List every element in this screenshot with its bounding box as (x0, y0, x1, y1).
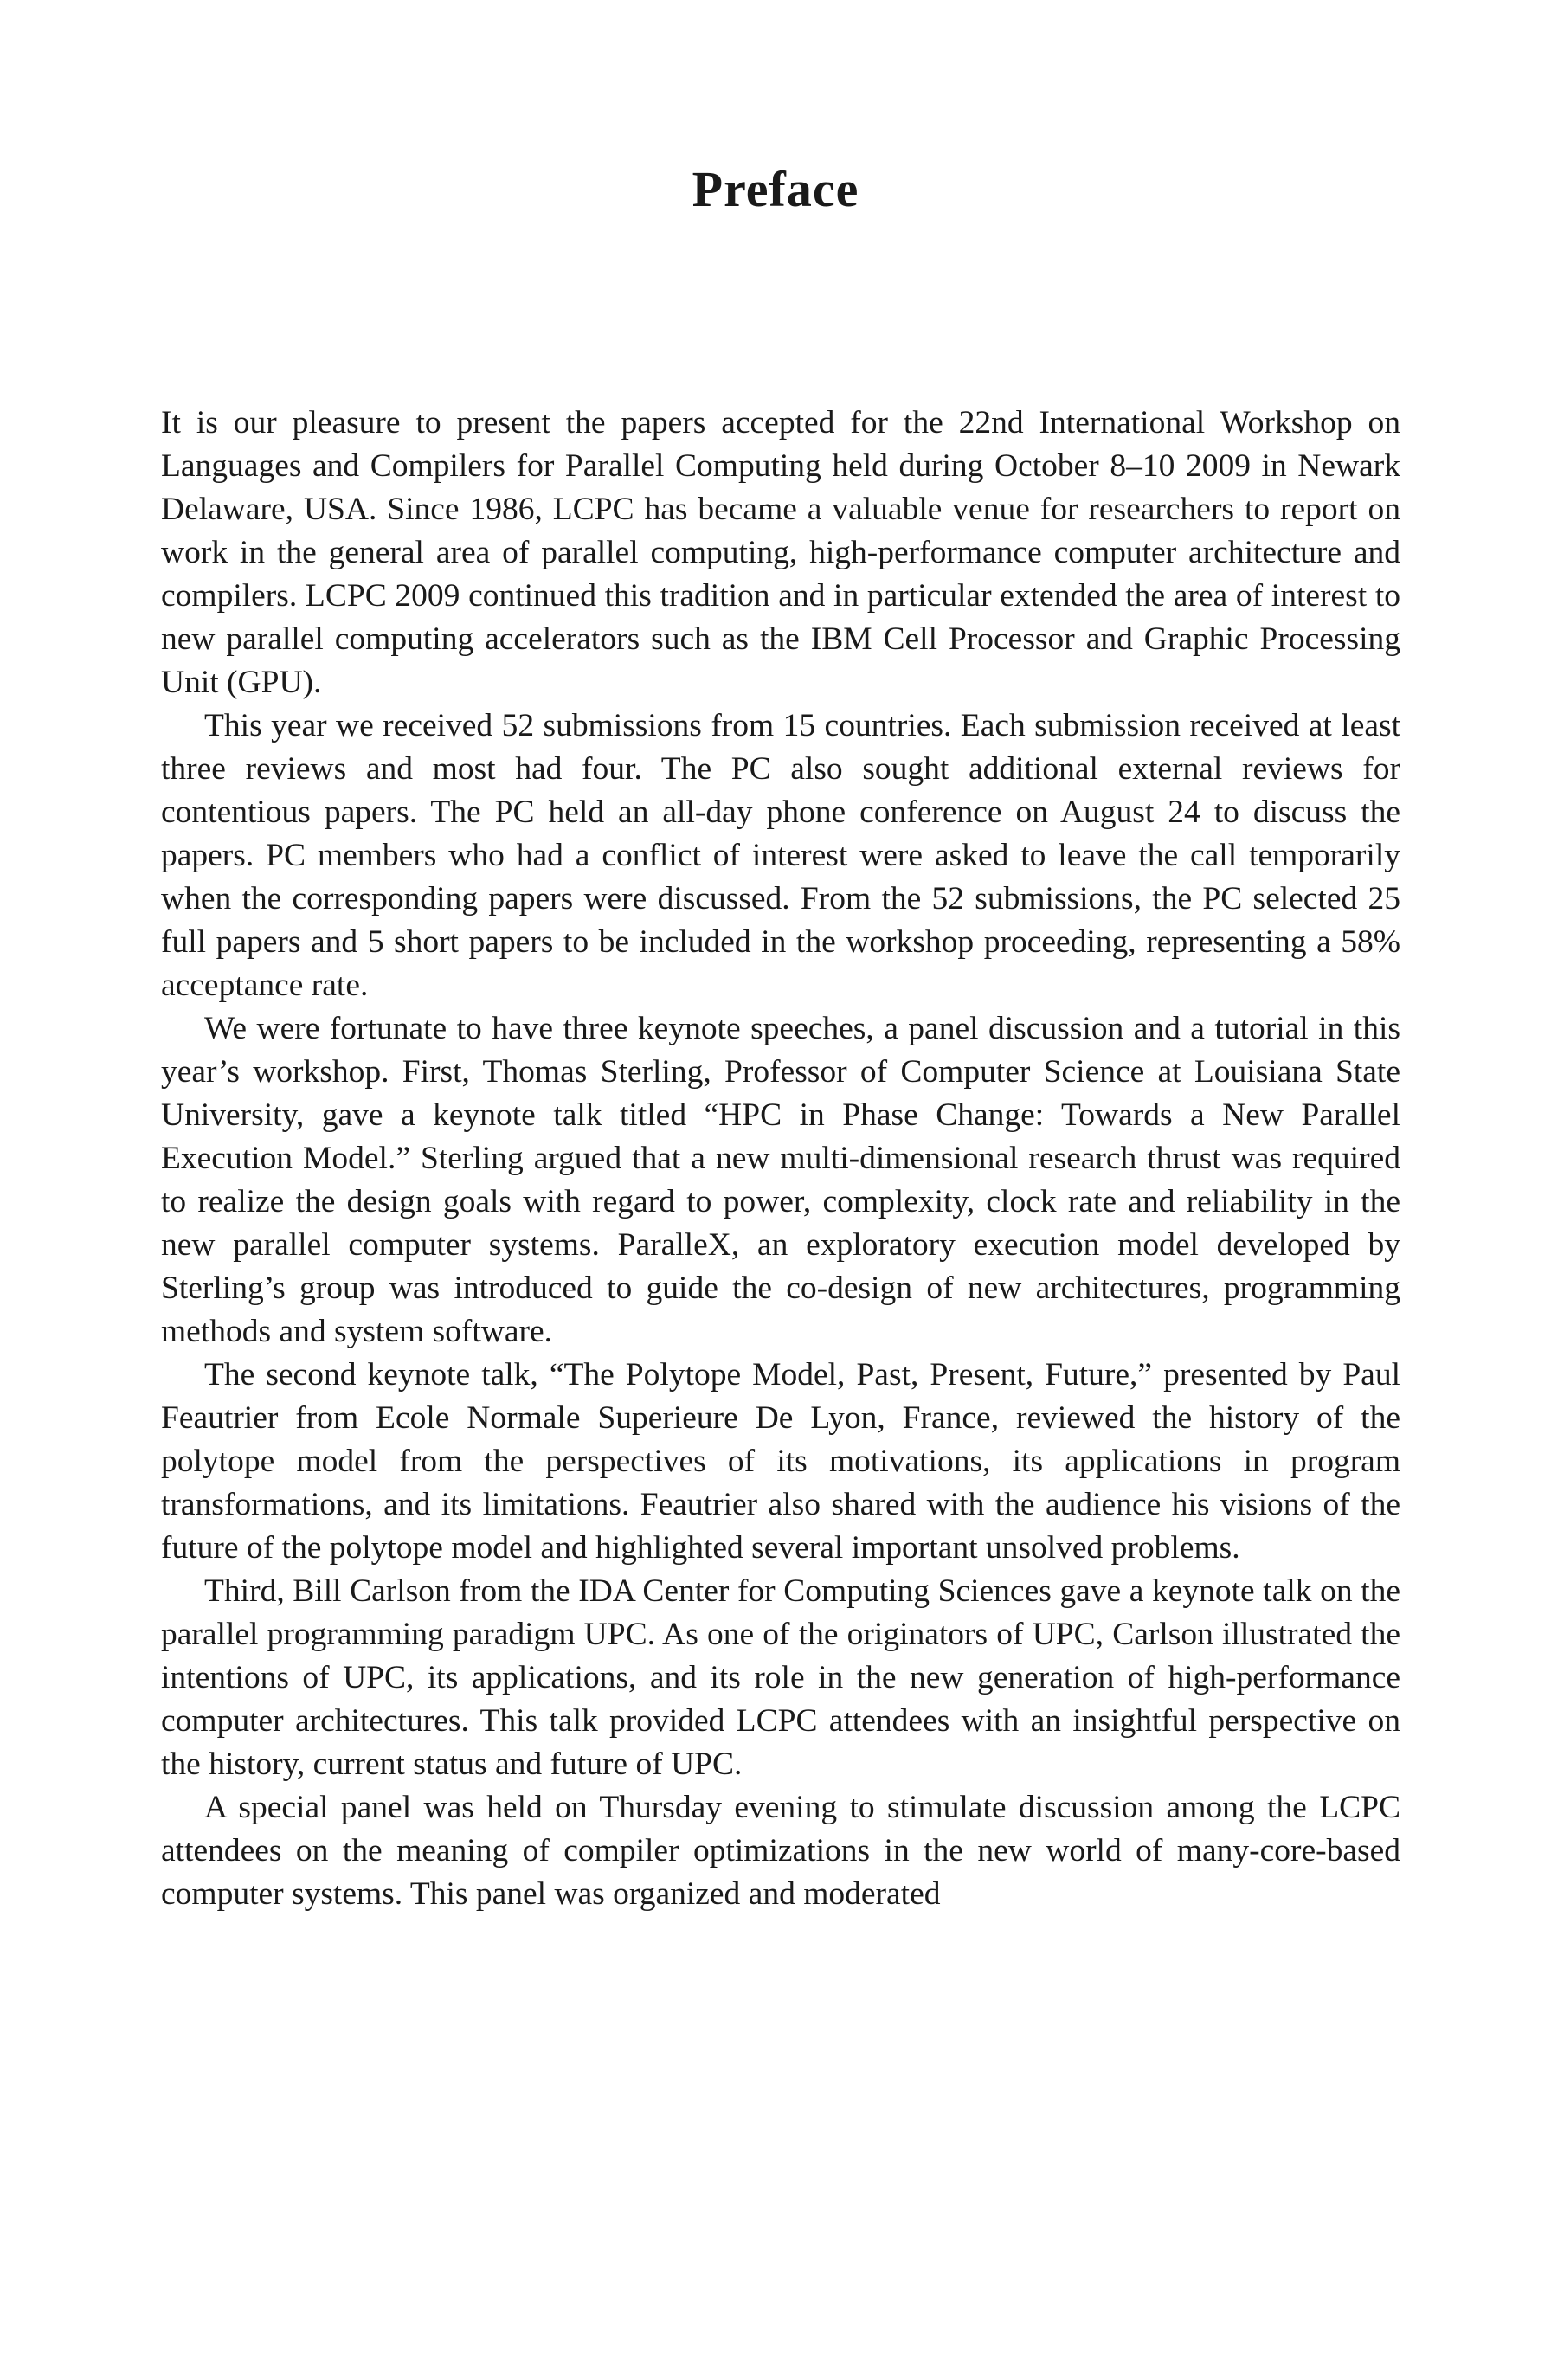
paragraph-keynote-feautrier: The second keynote talk, “The Polytope Model, Past, Present, Future,” presented by Paul Feautrier from Ecole Normale Superieure De Lyon, France, reviewed the history of the polytope model from the perspectives of its motivations, its applications in program transformations, and its limitations. Feautrier also shared with the audience his visions of the future of the polytope model and highlighted several important unsolved problems. (161, 1357, 1400, 1566)
paragraph-keynote-carlson: Third, Bill Carlson from the IDA Center for Computing Sciences gave a keynote talk on the parallel programming paradigm UPC. As one of the originators of UPC, Carlson illustrated the intentions of UPC, its applications, and its role in the new generation of high-performance computer architectures. This talk provided LCPC attendees with an insightful perspective on the history, current status and future of UPC. (161, 1573, 1400, 1782)
paragraph-submissions: This year we received 52 submissions from 15 countries. Each submission received at least three reviews and most had four. The PC also sought additional external reviews for contentious papers. The PC held an all-day phone conference on August 24 to discuss the papers. PC members who had a conflict of interest were asked to leave the call temporarily when the corresponding papers were discussed. From the 52 submissions, the PC selected 25 full papers and 5 short papers to be included in the workshop proceeding, representing a 58% acceptance rate. (161, 708, 1400, 1003)
paragraph-intro: It is our pleasure to present the papers accepted for the 22nd International Workshop on Languages and Compilers for Parallel Computing held during October 8–10 2009 in Newark Delaware, USA. Since 1986, LCPC has became a valuable venue for researchers to report on work in the general area of parallel computing, high-performance computer architecture and compilers. LCPC 2009 continued this tradition and in particular extended the area of interest to new parallel computing accelerators such as the IBM Cell Processor and Graphic Processing Unit (GPU). (161, 405, 1400, 700)
paragraph-keynote-sterling: We were fortunate to have three keynote speeches, a panel discussion and a tutorial in this year’s workshop. First, Thomas Sterling, Professor of Computer Science at Louisiana State University, gave a keynote talk titled “HPC in Phase Change: Towards a New Parallel Execution Model.” Sterling argued that a new multi-dimensional research thrust was required to realize the design goals with regard to power, complexity, clock rate and reliability in the new parallel computer systems. ParalleX, an exploratory execution model developed by Sterling’s group was introduced to guide the co-design of new architectures, programming methods and system software. (161, 1011, 1400, 1349)
page-title: Preface (692, 161, 859, 217)
paragraph-panel: A special panel was held on Thursday evening to stimulate discussion among the LCPC attendees on the meaning of compiler optimizations in the new world of many-core-based computer systems. This panel was organized and moderated (161, 1790, 1400, 1912)
preface-body (161, 402, 1400, 1916)
